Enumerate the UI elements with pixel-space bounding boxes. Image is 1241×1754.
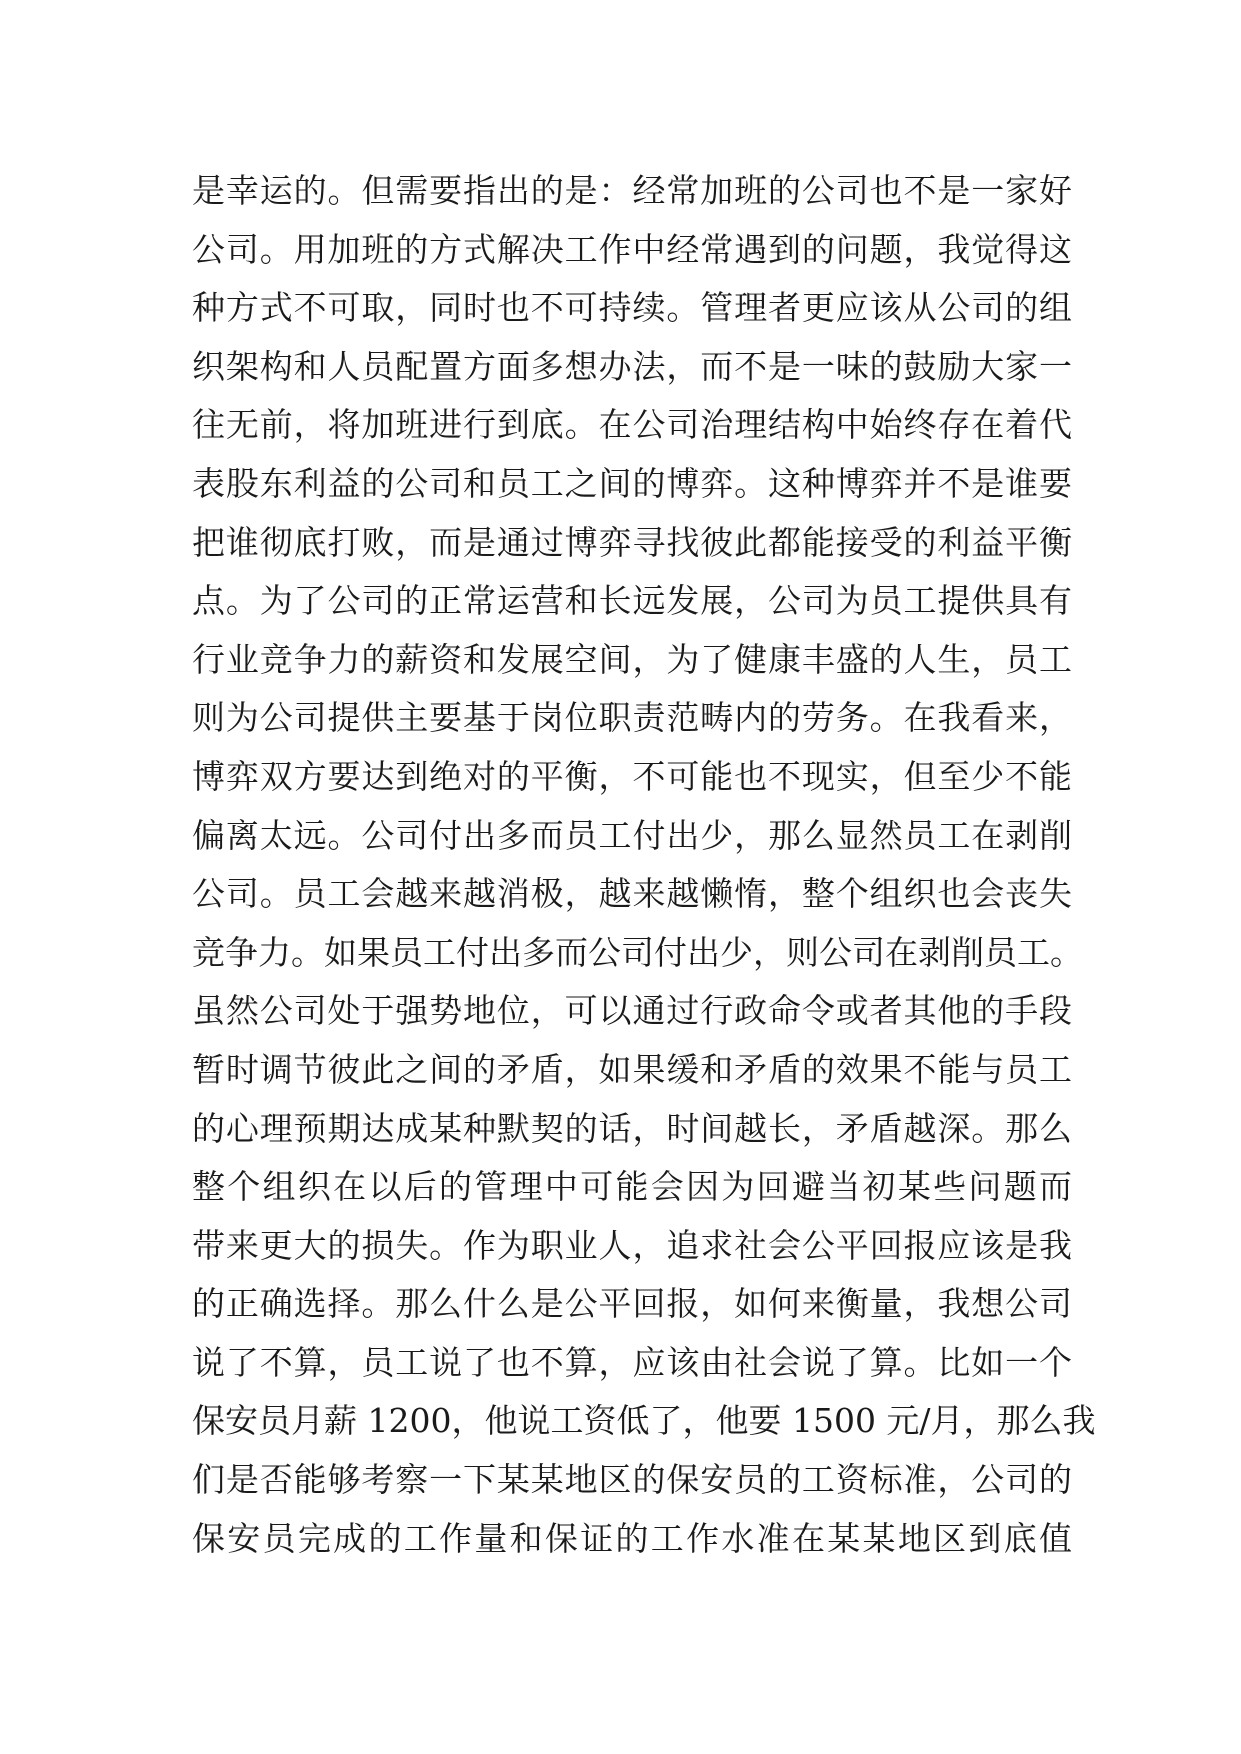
text-line: 公司。员工会越来越消极，越来越懒惰，整个组织也会丧失 xyxy=(192,874,1072,914)
text-line: 行业竞争力的薪资和发展空间，为了健康丰盛的人生，员工 xyxy=(192,639,1072,679)
text-line: 说了不算，员工说了也不算，应该由社会说了算。比如一个 xyxy=(192,1342,1072,1382)
text-line: 点。为了公司的正常运营和长远发展，公司为员工提供具有 xyxy=(192,581,1072,621)
text-line: 暂时调节彼此之间的矛盾，如果缓和矛盾的效果不能与员工 xyxy=(192,1049,1072,1089)
text-line: 是幸运的。但需要指出的是：经常加班的公司也不是一家好 xyxy=(192,171,1072,210)
text-line: 保安员月薪 1200，他说工资低了，他要 1500 元/月，那么我 xyxy=(192,1401,1096,1441)
text-line: 的心理预期达成某种默契的话，时间越长，矛盾越深。那么 xyxy=(192,1108,1072,1148)
text-line: 公司。用加班的方式解决工作中经常遇到的问题，我觉得这 xyxy=(192,229,1072,269)
text-line: 织架构和人员配置方面多想办法，而不是一味的鼓励大家一 xyxy=(192,346,1072,386)
text-line: 虽然公司处于强势地位，可以通过行政命令或者其他的手段 xyxy=(192,991,1072,1031)
text-line: 的正确选择。那么什么是公平回报，如何来衡量，我想公司 xyxy=(192,1284,1072,1324)
text-line: 保安员完成的工作量和保证的工作水准在某某地区到底值 xyxy=(192,1518,1072,1558)
text-line: 整个组织在以后的管理中可能会因为回避当初某些问题而 xyxy=(192,1167,1072,1207)
text-line: 竞争力。如果员工付出多而公司付出少，则公司在剥削员工。 xyxy=(192,932,1083,972)
text-line: 偏离太远。公司付出多而员工付出少，那么显然员工在剥削 xyxy=(192,815,1072,855)
text-line: 则为公司提供主要基于岗位职责范畴内的劳务。在我看来， xyxy=(192,698,1072,738)
text-line: 把谁彻底打败，而是通过博弈寻找彼此都能接受的利益平衡 xyxy=(192,522,1072,562)
text-line: 带来更大的损失。作为职业人，追求社会公平回报应该是我 xyxy=(192,1225,1072,1265)
text-line: 博弈双方要达到绝对的平衡，不可能也不现实，但至少不能 xyxy=(192,756,1072,796)
body-text xyxy=(192,162,1096,1568)
text-line: 们是否能够考察一下某某地区的保安员的工资标准，公司的 xyxy=(192,1460,1072,1500)
text-line: 种方式不可取，同时也不可持续。管理者更应该从公司的组 xyxy=(192,288,1072,328)
text-line: 往无前，将加班进行到底。在公司治理结构中始终存在着代 xyxy=(192,405,1072,445)
text-line: 表股东利益的公司和员工之间的博弈。这种博弈并不是谁要 xyxy=(192,463,1072,503)
